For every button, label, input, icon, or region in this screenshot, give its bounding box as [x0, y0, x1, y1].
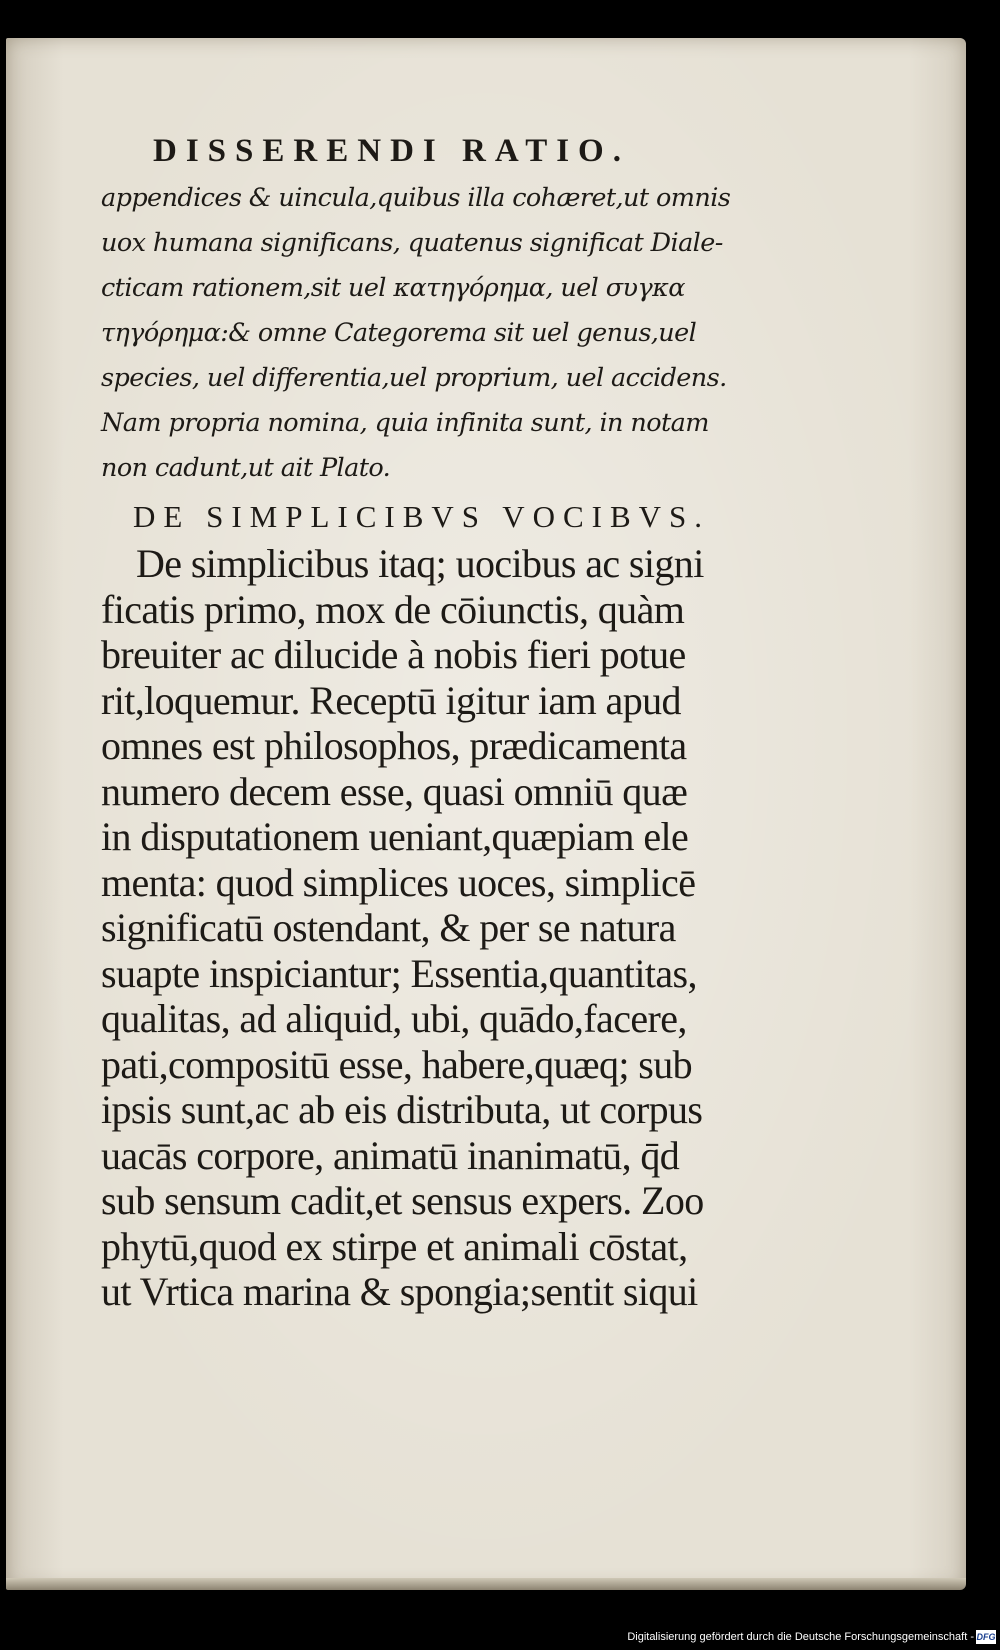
roman-line: phytū,quod ex stirpe et animali cōstat,	[101, 1223, 688, 1269]
running-head: DISSERENDI RATIO.	[153, 133, 630, 169]
roman-line: ut Vrtica marina & spongia;sentit siqui	[101, 1269, 698, 1314]
roman-line: ficatis primo, mox de cōiunctis, quàm	[101, 586, 685, 632]
roman-line: menta: quod simplices uoces, simplicē	[101, 859, 696, 905]
funding-credit: Digitalisierung gefördert durch die Deutsche Forschungsgemeinschaft -	[627, 1631, 974, 1643]
italic-paragraph	[101, 176, 801, 491]
italic-line: τηγόρημα:& omne Categorema sit uel genus,uel	[101, 318, 697, 348]
section-heading: DE SIMPLICIBVS VOCIBVS.	[133, 499, 711, 534]
roman-line: omnes est philosophos, prædicamenta	[101, 723, 687, 768]
roman-line: pati,compositū esse, habere,quæq; sub	[101, 1041, 693, 1087]
italic-line: non cadunt,ut ait Plato.	[101, 453, 391, 483]
footer-bar	[0, 1628, 1000, 1650]
italic-line: Nam propria nomina, quia infinita sunt, in notam	[101, 408, 709, 438]
page-text-block	[101, 133, 801, 1315]
roman-paragraph	[101, 541, 801, 1315]
dfg-logo: DFG	[976, 1632, 996, 1642]
roman-line: suapte inspiciantur; Essentia,quantitas,	[101, 950, 697, 996]
roman-line: numero decem esse, quasi omniū quæ	[101, 768, 688, 814]
roman-line: De simplicibus itaq; uocibus ac signi	[136, 541, 704, 586]
roman-line: uacās corpore, animatū inanimatū, q̄d	[101, 1132, 680, 1178]
page-bottom-edge	[6, 1578, 966, 1590]
roman-line: sub sensum cadit,et sensus expers. Zoo	[101, 1178, 704, 1223]
roman-line: ipsis sunt,ac ab eis distributa, ut corpus	[101, 1087, 703, 1132]
roman-line: in disputationem ueniant,quæpiam ele	[101, 814, 689, 859]
italic-line: uox humana significans, quatenus significat Diale-	[101, 228, 723, 258]
italic-line: appendices & uincula,quibus illa cohæret,ut omnis	[101, 183, 731, 213]
roman-line: significatū ostendant, & per se natura	[101, 905, 676, 950]
italic-line: cticam rationem,sit uel κατηγόρημα, uel συγκα	[101, 273, 685, 303]
italic-line: species, uel differentia,uel proprium, uel accidens.	[101, 363, 727, 393]
roman-line: breuiter ac dilucide à nobis fieri potue	[101, 632, 686, 677]
roman-line: rit,loquemur. Receptū igitur iam apud	[101, 677, 681, 723]
book-page	[6, 38, 966, 1588]
roman-line: qualitas, ad aliquid, ubi, quādo,facere,	[101, 996, 687, 1041]
